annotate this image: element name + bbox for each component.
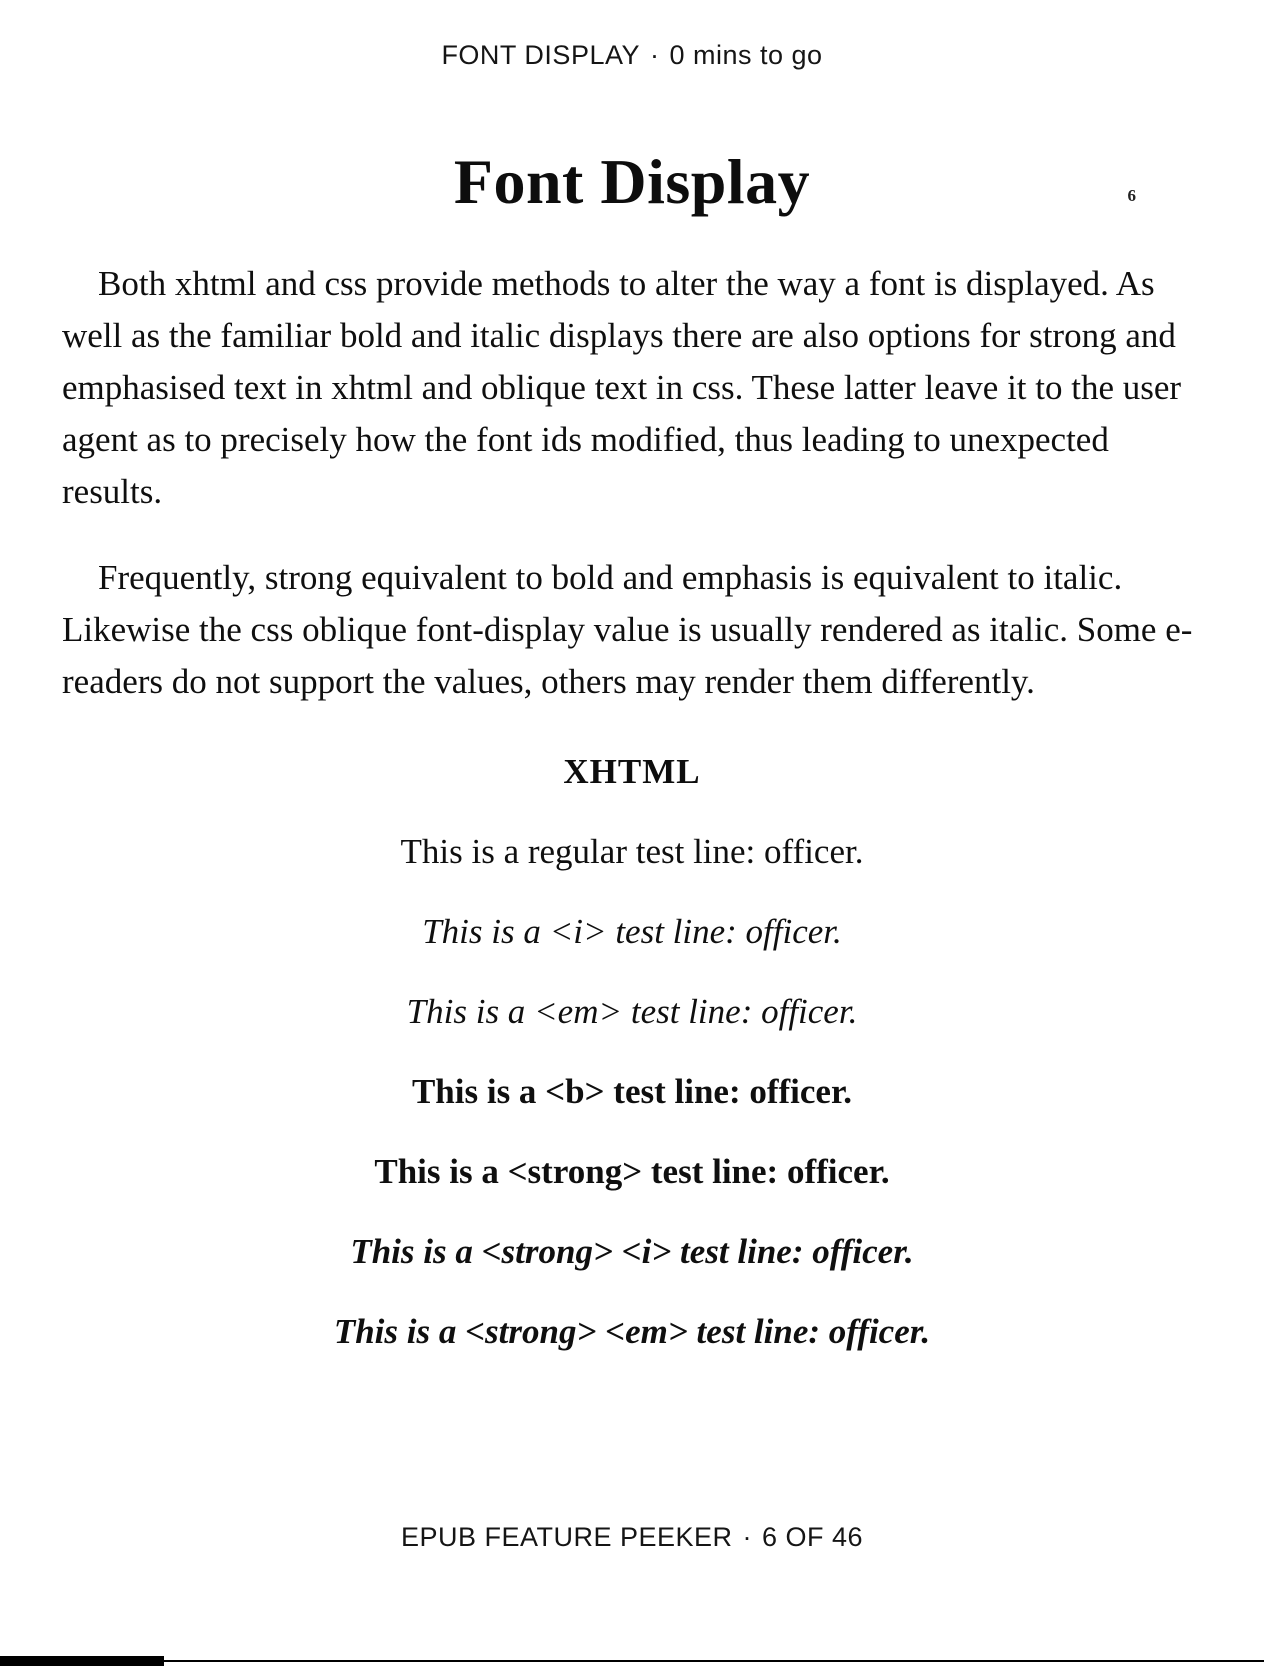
reading-footer: [0, 1522, 1264, 1553]
margin-page-number: 6: [1127, 186, 1136, 205]
progress-bar-fill: [0, 1656, 164, 1666]
reading-header: [0, 40, 1264, 71]
book-position-label: 6 OF 46: [762, 1522, 864, 1552]
time-remaining-label: 0 mins to go: [669, 40, 823, 70]
test-line-strong-em: This is a <strong> <em> test line: officer.: [333, 1312, 931, 1351]
section-heading-xhtml: XHTML: [563, 752, 701, 791]
body-paragraph-1: Both xhtml and css provide methods to alter the way a font is displayed. As well as the familiar bold and italic displays there are also options for strong and emphasised text in xhtml and oblique text in css. These latter leave it to the user agent as to precisely how the font ids modified, thus leading to unexpected results.: [62, 264, 1182, 511]
body-paragraph-2: Frequently, strong equivalent to bold and emphasis is equivalent to italic. Likewise the css oblique font-display value is usually rendered as italic. Some e-readers do not support the values, others may render them differently.: [62, 558, 1193, 701]
header-separator: ·: [649, 40, 660, 70]
test-line-b: This is a <b> test line: officer.: [411, 1072, 853, 1111]
footer-separator: ·: [742, 1522, 753, 1552]
test-line-i: This is a <i> test line: officer.: [422, 912, 842, 951]
progress-bar-track: [0, 1660, 1264, 1662]
chapter-title-label: FONT DISPLAY: [441, 40, 640, 70]
book-title-label: EPUB FEATURE PEEKER: [400, 1522, 733, 1552]
page-body: [0, 140, 1264, 1358]
test-line-em: This is a <em> test line: officer.: [406, 992, 858, 1031]
test-line-strong-i: This is a <strong> <i> test line: officer.: [350, 1232, 914, 1271]
page-title: Font Display: [453, 146, 811, 217]
test-line-strong: This is a <strong> test line: officer.: [374, 1152, 890, 1191]
test-line-regular: This is a regular test line: officer.: [400, 832, 864, 871]
